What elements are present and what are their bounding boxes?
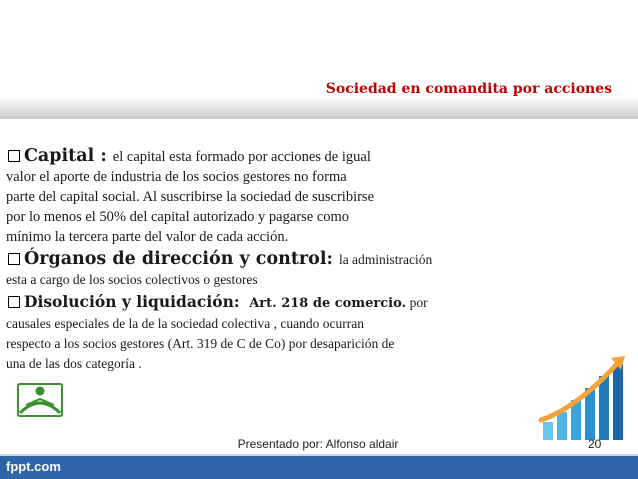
sena-logo-icon	[14, 381, 66, 419]
slide-body	[6, 146, 542, 374]
disolucion-heading: Disolución y liquidación:	[24, 292, 240, 311]
checkbox-bullet-icon	[8, 296, 20, 308]
organos-line-2: esta a cargo de los socios colectivos o gestores	[6, 272, 258, 287]
capital-line-5: mínimo la tercera parte del valor de cada acción.	[6, 229, 289, 245]
capital-line-1: el capital esta formado por acciones de igual	[112, 149, 371, 165]
capital-section	[6, 146, 542, 247]
capital-line-2: valor el aporte de industria de los socios gestores no forma	[6, 169, 347, 185]
slide-title: Sociedad en comandita por acciones	[325, 81, 612, 97]
growth-bar-chart-icon	[537, 350, 629, 446]
organos-section	[6, 249, 542, 290]
disolucion-line-4: una de las dos categoría .	[6, 356, 142, 371]
checkbox-bullet-icon	[8, 253, 20, 265]
organos-line-1: la administración	[338, 252, 433, 267]
page-number: 20	[588, 437, 602, 451]
organos-heading: Órganos de dirección y control:	[24, 249, 333, 269]
capital-heading: Capital	[24, 146, 95, 166]
capital-line-4: por lo menos el 50% del capital autorizado y pagarse como	[6, 209, 350, 225]
disolucion-line-2: causales especiales de la de la sociedad colectiva , cuando ocurran	[6, 316, 364, 331]
checkbox-bullet-icon	[8, 150, 20, 162]
disolucion-article: Art. 218 de comercio.	[249, 296, 407, 311]
footer-bar	[0, 454, 638, 479]
presenter-line-1: Presentado por: Alfonso aldair	[237, 437, 399, 451]
disolucion-line-3: respecto a los socios gestores (Art. 319 de C de Co) por desaparición de	[6, 336, 395, 351]
capital-line-3: parte del capital social. Al suscribirse la sociedad de suscribirse	[6, 189, 375, 205]
capital-colon: :	[94, 146, 107, 166]
brand-label[interactable]: fppt.com	[6, 459, 61, 474]
disolucion-line-1: por	[409, 295, 428, 310]
disolucion-section	[6, 292, 542, 374]
